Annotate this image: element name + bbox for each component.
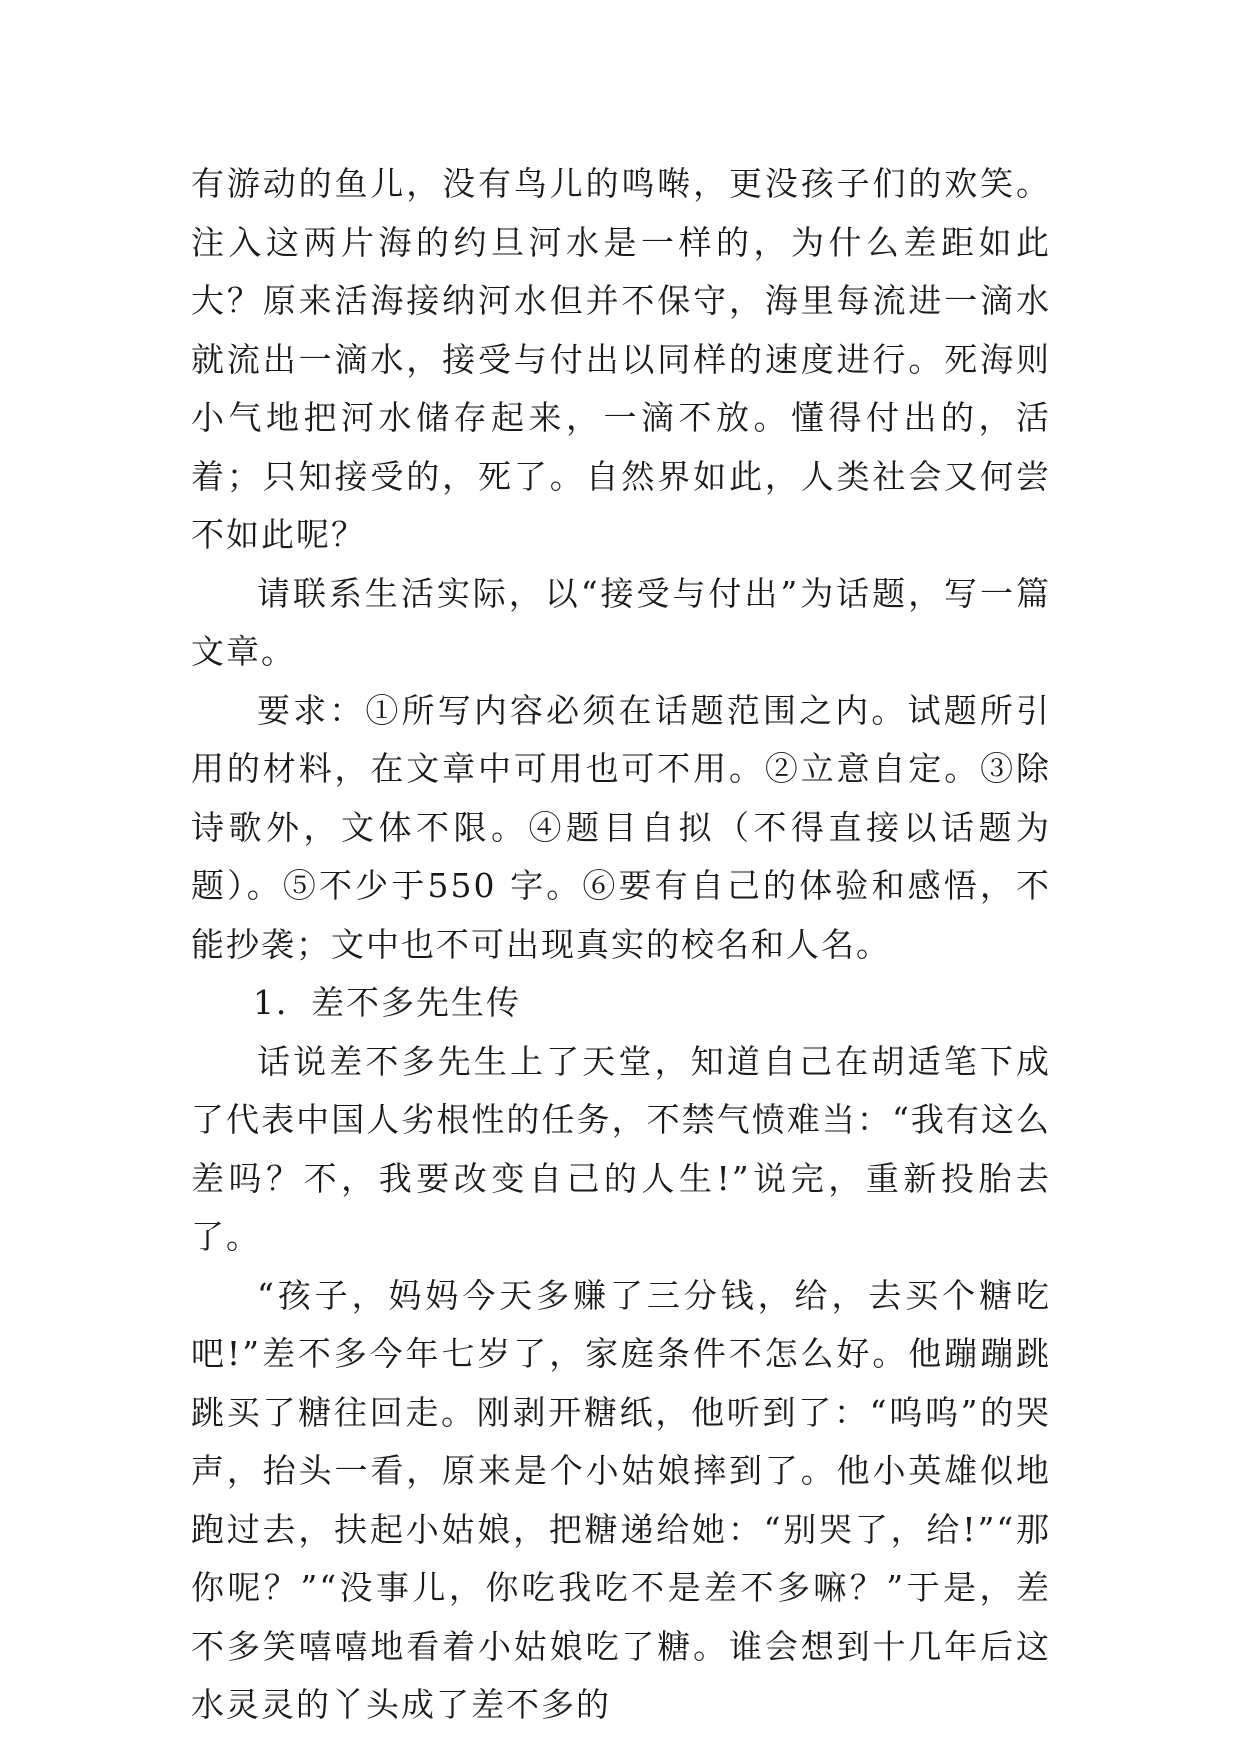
intro-paragraph: 有游动的鱼儿，没有鸟儿的鸣啭，更没孩子们的欢笑。注入这两片海的约旦河水是一样的，为什么差距如此大？原来活海接纳河水但并不保守，海里每流进一滴水就流出一滴水，接受与付出以同样的速度进行。死海则小气地把河水储存起来，一滴不放。懂得付出的，活着；只知接受的，死了。自然界如此，人类社会又何尝不如此呢？ [191, 164, 1051, 554]
document-body [191, 155, 1051, 1735]
requirements-paragraph: 要求：①所写内容必须在话题范围之内。试题所引用的材料，在文章中可用也可不用。②立意自定。③除诗歌外，文体不限。④题目自拟（不得直接以话题为题）。⑤不少于550 字。⑥要有自己的体验和感悟，不能抄袭；文中也不可出现真实的校名和人名。 [191, 690, 1051, 964]
prompt-paragraph: 请联系生活实际，以“接受与付出”为话题，写一篇文章。 [191, 573, 1051, 671]
story-paragraph: 话说差不多先生上了天堂，知道自己在胡适笔下成了代表中国人劣根性的任务，不禁气愤难当：“我有这么差吗？不，我要改变自己的人生!”说完，重新投胎去了。 [191, 1041, 1051, 1256]
section-heading: 1．差不多先生传 [253, 983, 521, 1022]
story-paragraph: “孩子，妈妈今天多赚了三分钱，给，去买个糖吃吧!”差不多今年七岁了，家庭条件不怎么好。他蹦蹦跳跳买了糖往回走。刚剥开糖纸，他听到了：“呜呜”的哭声，抬头一看，原来是个小姑娘摔到了。他小英雄似地跑过去，扶起小姑娘，把糖递给她：“别哭了，给!”“那你呢？”“没事儿，你吃我吃不是差不多嘛？”于是，差不多笑嘻嘻地看着小姑娘吃了糖。谁会想到十几年后这水灵灵的丫头成了差不多的 [191, 1275, 1051, 1724]
